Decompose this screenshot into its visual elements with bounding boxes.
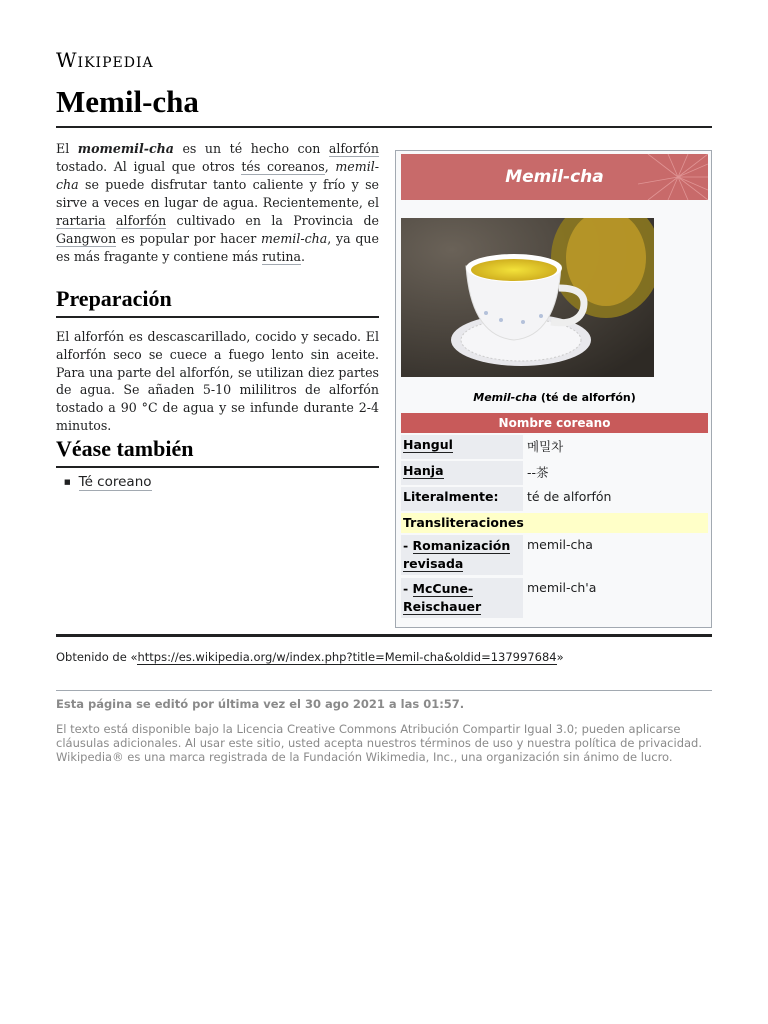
decorative-burst-icon: [628, 154, 708, 200]
literal-value: té de alforfón: [527, 489, 612, 504]
row-romanizacion: - Romanización revisada memil-cha: [401, 535, 708, 575]
see-also-list: [64, 474, 152, 490]
infobox: [395, 150, 712, 628]
link-hangul[interactable]: Hangul: [403, 437, 453, 452]
link-tes-coreanos[interactable]: tés coreanos: [241, 159, 325, 174]
link-te-coreano[interactable]: Té coreano: [78, 474, 152, 490]
license-text: El texto está disponible bajo la Licencia Creative Commons Atribución Compartir Igual 3.0; pueden aplicarse cláusulas adicionales. Al usar este sitio, usted acepta nuestros términos de uso y nuestra política de privacidad. Wikipedia® es una marca registrada de la Fundación Wikimedia, Inc., una organización sin ánimo de lucro.: [56, 722, 702, 764]
heading-preparacion: Preparación: [56, 284, 379, 318]
list-item: [64, 474, 152, 490]
retrieved-from: Obtenido de «https://es.wikipedia.org/w/index.php?title=Memil-cha&oldid=137997684»: [56, 650, 564, 664]
mccune-value: memil-ch'a: [527, 580, 597, 595]
heading-vease-tambien: Véase también: [56, 434, 379, 468]
term-bold: momemil-cha: [77, 141, 174, 156]
infobox-title: Memil-cha: [401, 154, 708, 200]
preparacion-paragraph: El alforfón es descascarillado, cocido y secado. El alforfón seco se cuece a fuego lento sin aceite. Para una parte del alforfón, se utilizan diez partes de agua. Se añaden 5-10 mililitros de alforfón tostado a 90 °C de agua y se infunde durante 2-4 minutos.: [56, 329, 379, 433]
last-edited: Esta página se editó por última vez el 30 ago 2021 a las 01:57.: [56, 697, 465, 711]
page-title: Memil-cha: [56, 84, 712, 128]
row-hangul: [401, 435, 708, 459]
tea-cup-photo[interactable]: [401, 218, 654, 377]
link-alforfon[interactable]: alforfón: [328, 141, 379, 156]
footer-divider: [56, 634, 712, 637]
hangul-value: 메밀차: [527, 439, 564, 454]
link-rartaria[interactable]: rartaria: [56, 213, 106, 228]
row-literalmente: Literalmente: té de alforfón: [401, 487, 708, 511]
footer-line: [56, 690, 712, 691]
permanent-link[interactable]: https://es.wikipedia.org/w/index.php?title=Memil-cha&oldid=137997684: [137, 650, 557, 664]
row-mccune: - McCune-Reischauer memil-ch'a: [401, 578, 708, 618]
link-rutina[interactable]: rutina: [262, 249, 301, 264]
link-mccune-reischauer[interactable]: McCune-Reischauer: [403, 581, 482, 614]
wikipedia-logo[interactable]: Wikipedia: [56, 48, 154, 72]
transliterations-header: Transliteraciones: [401, 513, 708, 533]
korean-name-band: Nombre coreano: [401, 413, 708, 433]
link-hanja[interactable]: Hanja: [403, 463, 444, 478]
intro-paragraph: El momemil-cha es un té hecho con alforfón tostado. Al igual que otros tés coreanos, memil-cha se puede disfrutar tanto caliente y frío y se sirve a veces en lugar de agua. Recientemente, el rartaria alforfón cultivado en la Provincia de Gangwon es popular por hacer memil-cha, ya que es más fragante y contiene más rutina.: [56, 141, 380, 264]
hanja-value: --茶: [527, 465, 549, 480]
link-gangwon[interactable]: Gangwon: [56, 231, 117, 246]
link-alforfon-2[interactable]: alforfón: [116, 213, 167, 228]
romanizacion-value: memil-cha: [527, 537, 593, 552]
image-caption: Memil-cha (té de alforfón): [473, 391, 636, 404]
row-hanja: [401, 461, 708, 485]
link-romanizacion-revisada[interactable]: Romanización revisada: [403, 538, 511, 571]
